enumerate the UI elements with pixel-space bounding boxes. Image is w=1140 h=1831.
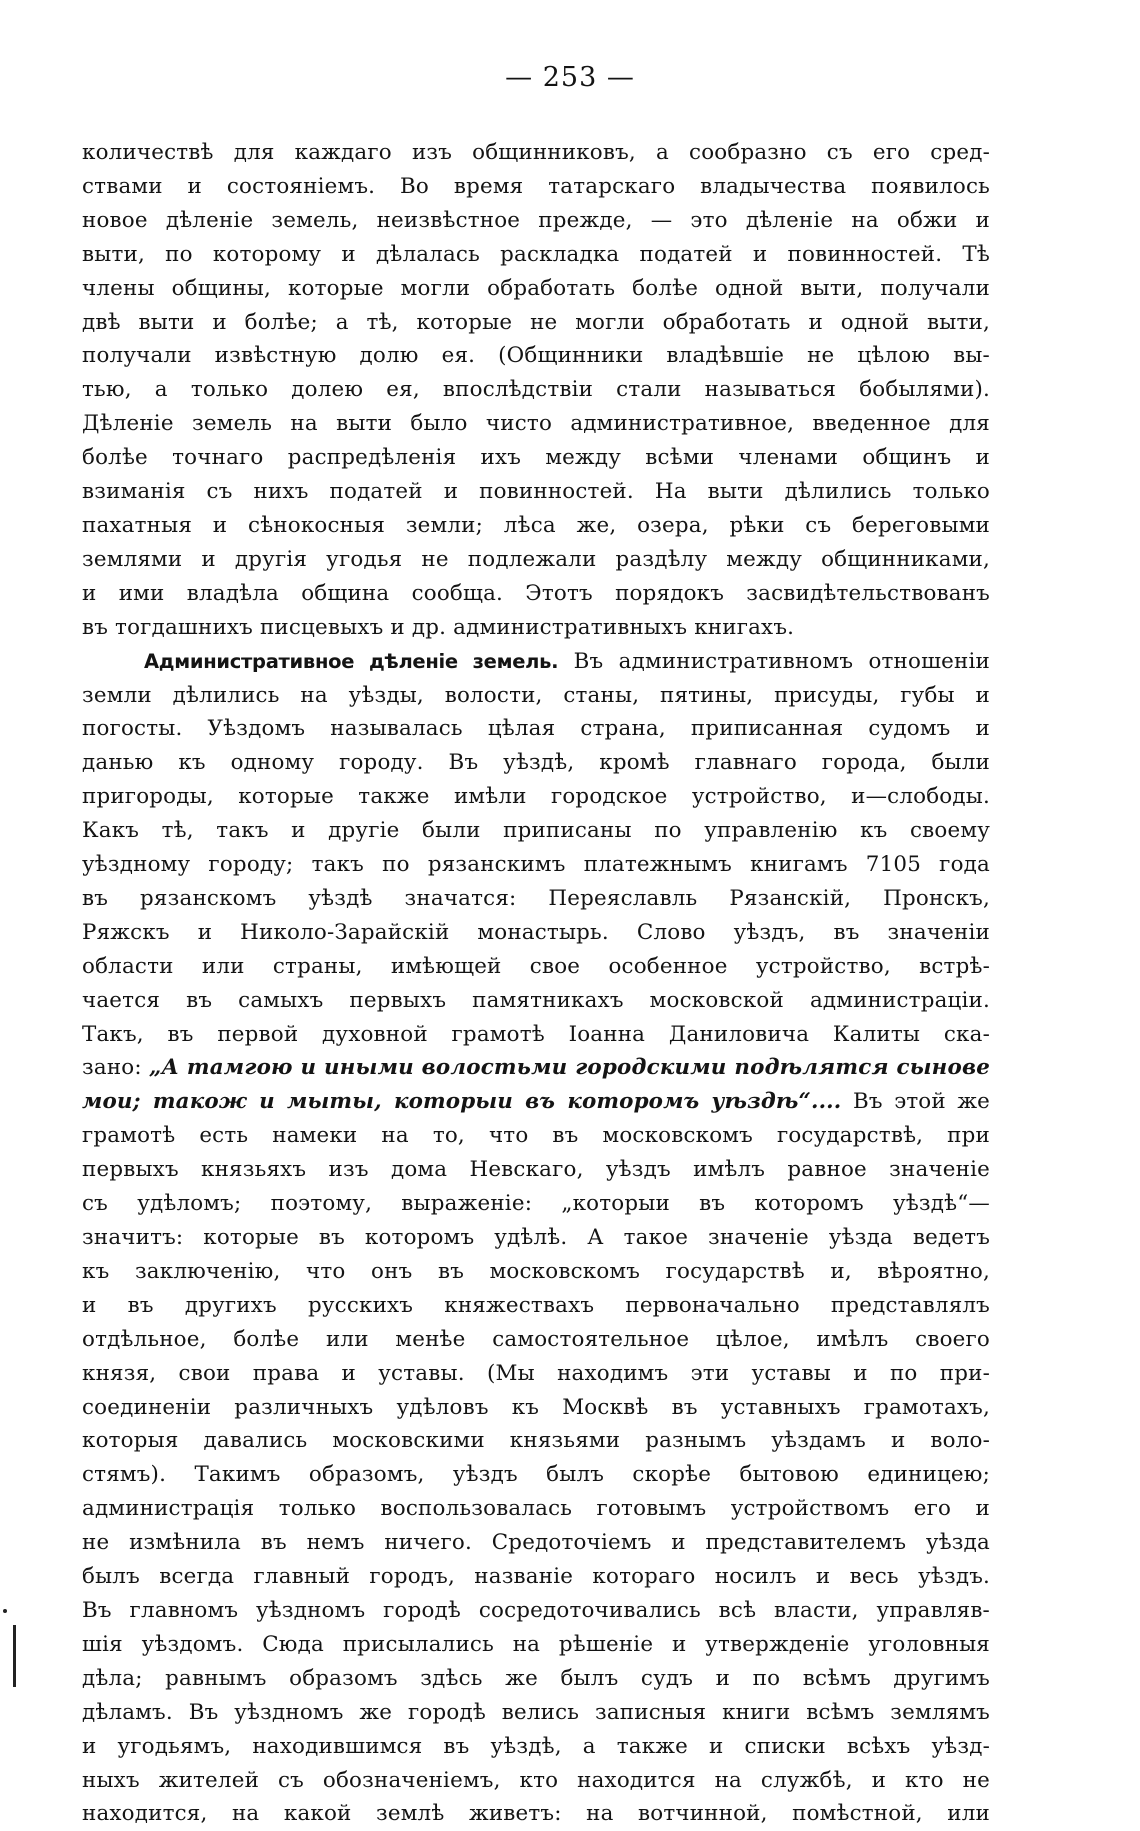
body-text [82, 136, 990, 1831]
text-line: первыхъ князьяхъ изъ дома Невскаго, уѣздъ имѣлъ равное значеніе [82, 1157, 990, 1183]
text-line: стямъ). Такимъ образомъ, уѣздъ былъ скорѣе бытовою единицею; [82, 1462, 990, 1488]
text-line: грамотѣ есть намеки на то, что въ московскомъ государствѣ, при [82, 1123, 990, 1149]
text-line: былъ всегда главный городъ, названіе котораго носилъ и весь уѣздъ. [82, 1564, 990, 1590]
text-line: области или страны, имѣющей свое особенное устройство, встрѣ- [82, 953, 990, 979]
text-line: значитъ: которые въ которомъ удѣлѣ. А такое значеніе уѣзда ведетъ [82, 1225, 990, 1250]
text-line: члены общины, которые могли обработать болѣе одной выти, получали [82, 275, 990, 301]
text-line: дѣла; равнымъ образомъ здѣсь же былъ судъ и по всѣмъ другимъ [82, 1665, 990, 1691]
text-line: выти, по которому и дѣлалась раскладка податей и повинностей. Тѣ [82, 241, 990, 267]
text-line: и угодьямъ, находившимся въ уѣздѣ, а также и списки всѣхъ уѣзд- [82, 1733, 990, 1759]
text-line: ствами и состояніемъ. Во время татарскаго владычества появилось [82, 173, 990, 199]
text-line: землями и другія угодья не подлежали раздѣлу между общинниками, [82, 546, 990, 572]
text-line: съ удѣломъ; поэтому, выраженіе: „которыи въ которомъ уѣздѣ“— [82, 1191, 990, 1217]
text-line: въ тогдашнихъ писцевыхъ и др. административныхъ книгахъ. [82, 614, 795, 640]
text-line: и въ другихъ русскихъ княжествахъ первоначально представлялъ [82, 1292, 990, 1318]
text-line: пригороды, которые также имѣли городское устройство, и—слободы. [82, 784, 990, 810]
text-line: двѣ выти и болѣе; а тѣ, которые не могли обработать и одной выти, [82, 309, 990, 335]
text-line: земли дѣлились на уѣзды, волости, станы, пятины, присуды, губы и [82, 682, 990, 708]
margin-mark [13, 1625, 16, 1687]
section-first-line [82, 645, 990, 679]
page-number: — 253 — [505, 62, 635, 93]
text-line: чается въ самыхъ первыхъ памятникахъ московской администраціи. [82, 987, 990, 1013]
section-heading: Административное дѣленіе земель. [144, 649, 559, 673]
text-line: Какъ тѣ, такъ и другіе были приписаны по управленію къ своему [82, 818, 990, 844]
section-first-line-rest: Въ административномъ отношеніи [573, 648, 990, 674]
text-line: Дѣленіе земель на выти было чисто административное, введенное для [82, 411, 990, 437]
quote-line-2-rest: Въ этой же [852, 1089, 990, 1115]
text-line: болѣе точнаго распредѣленія ихъ между всѣми членами общинъ и [82, 445, 990, 471]
text-line: дѣламъ. Въ уѣздномъ же городѣ велись записныя книги всѣмъ землямъ [82, 1699, 990, 1725]
text-line: погосты. Уѣздомъ называлась цѣлая страна, приписанная судомъ и [82, 716, 990, 742]
text-line: находится, на какой землѣ живетъ: на вотчинной, помѣстной, или [82, 1801, 990, 1827]
text-line: и ими владѣла община сообща. Этотъ порядокъ засвидѣтельствованъ [82, 580, 990, 606]
text-line: уѣздному городу; такъ по рязанскимъ платежнымъ книгамъ 7105 года [82, 852, 990, 878]
text-line: которыя давались московскими князьями разнымъ уѣздамъ и воло- [82, 1428, 990, 1454]
text-line: шія уѣздомъ. Сюда присылались на рѣшеніе и утвержденіе уголовныя [82, 1631, 990, 1657]
quote-line-2 [82, 1085, 990, 1119]
text-line: соединеніи различныхъ удѣловъ къ Москвѣ въ уставныхъ грамотахъ, [82, 1394, 990, 1420]
text-line: количествѣ для каждаго изъ общинниковъ, а сообразно съ его сред- [82, 140, 990, 165]
quote-lead: зано: [82, 1055, 142, 1081]
text-line: князя, свои права и уставы. (Мы находимъ эти уставы и по при- [82, 1360, 990, 1386]
text-line: отдѣльное, болѣе или менѣе самостоятельное цѣлое, имѣлъ своего [82, 1326, 990, 1352]
text-line: Такъ, въ первой духовной грамотѣ Іоанна Даниловича Калиты ска- [82, 1021, 990, 1047]
text-line: Въ главномъ уѣздномъ городѣ сосредоточивались всѣ власти, управляв- [82, 1597, 990, 1623]
text-line: тью, а только долею ея, впослѣдствіи стали называться бобылями). [82, 377, 990, 403]
paragraph-2 [82, 645, 990, 1831]
text-line: Ряжскъ и Николо-Зарайскій монастырь. Слово уѣздъ, въ значеніи [82, 919, 990, 945]
text-line: не измѣнила въ немъ ничего. Средоточіемъ и представителемъ уѣзда [82, 1530, 990, 1556]
margin-dot [3, 1609, 7, 1613]
quote-line-1 [82, 1051, 990, 1085]
text-line: пахатныя и сѣнокосныя земли; лѣса же, озера, рѣки съ береговыми [82, 512, 990, 538]
text-line: въ рязанскомъ уѣздѣ значатся: Переяславль Рязанскій, Пронскъ, [82, 885, 990, 911]
text-line: администрація только воспользовалась готовымъ устройствомъ его и [82, 1496, 990, 1522]
text-line: взиманія съ нихъ податей и повинностей. На выти дѣлились только [82, 479, 990, 505]
quote-text-1: „А тамгою и иными волостьми городскими подѣлятся сынове [148, 1055, 990, 1081]
text-line: новое дѣленіе земель, неизвѣстное прежде, — это дѣленіе на обжи и [82, 207, 990, 233]
quote-text-2: мои; також и мыты, которыи въ которомъ уѣздѣ“.... [82, 1089, 842, 1115]
text-line: получали извѣстную долю ея. (Общинники владѣвшіе не цѣлою вы- [82, 343, 990, 369]
text-line: къ заключенію, что онъ въ московскомъ государствѣ и, вѣроятно, [82, 1258, 990, 1284]
text-line: данью къ одному городу. Въ уѣздѣ, кромѣ главнаго города, были [82, 750, 990, 776]
paragraph-1 [82, 136, 990, 645]
text-line: ныхъ жителей съ обозначеніемъ, кто находится на службѣ, и кто не [82, 1767, 990, 1793]
